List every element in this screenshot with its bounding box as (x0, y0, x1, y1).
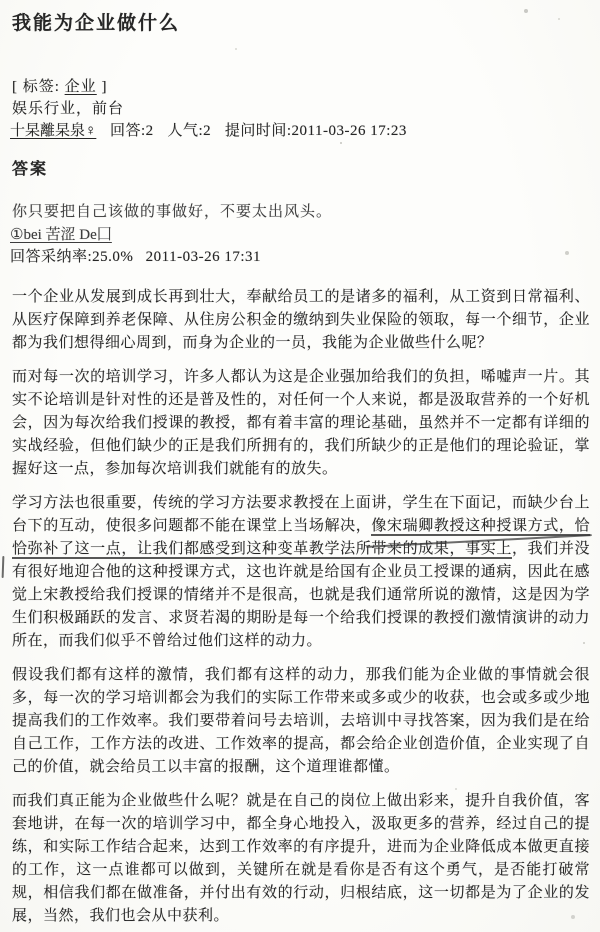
tag-bracket-close: ] (101, 79, 108, 95)
question-title: 我能为企业做什么 (12, 13, 181, 34)
asker-username-link[interactable]: 十杲離杲泉♀ (10, 123, 97, 139)
tag-line (12, 76, 600, 98)
answers-section-heading: 答案 (12, 161, 49, 178)
answer-body (0, 286, 600, 928)
answer-summary: 你只要把自己该做的事做好，不要太出风头。 (12, 204, 333, 220)
answer-paragraph-5: 而我们真正能为企业做些什么呢？就是在自己的岗位上做出彩来，提升自我价值，客套地讲，在每一次的培训学习中，都全身心地投入，汲取更多的营养，经过自己的提练，和实际工作结合起来，达到工作效率的有序提升，进而为企业降低成本做更直接的工作，这一点谁都可以做到，关键所在就是看你是否有这个勇气，是否能打破常规，相信我们都在做准备，并付出有效的行动，归根结底，这一切都是为了企业的发展，当然，我们也会从中获利。 (12, 793, 590, 924)
scan-noise (0, 0, 2, 2)
paragraph3-text-after: ，我们并没有很好地迎合他的这种授课方式，这也许就是给国有企业员工授课的通病，因此在感觉上宋教授给我们授课的情绪并不是很高，也就是我们通常所说的激情，这是因为学生们积极踊跃的发言、求贤若渴的期盼是每一个给我们授课的教授们激情演讲的动力所在，而我们似乎不曾给过他们这样的动力。 (12, 541, 590, 649)
tag-link-enterprise[interactable]: 企业 (64, 79, 97, 95)
answer-paragraph-2: 而对每一次的培训学习，许多人都认为这是企业强加给我们的负担，唏嘘声一片。其实不论培训是针对性的还是普及性的，对任何一个人来说，都是汲取营养的一个好机会，因为每次给我们授课的教授，都有着丰富的理论基础，虽然并不一定都有详细的实战经验，但他们缺少的正是我们所拥有的，我们所缺少的正是他们的理论验证，掌握好这一点，参加每次培训我们就能有的放失。 (12, 369, 590, 477)
asked-time: 提问时间:2011-03-26 17:23 (224, 123, 407, 139)
category-line: 娱乐行业，前台 (12, 101, 125, 117)
answer-block (0, 201, 600, 928)
answerer-username-link[interactable]: ①bei 苦涩 De囗 (10, 227, 112, 243)
answer-time: 2011-03-26 17:31 (145, 249, 262, 265)
answerer-line (10, 224, 600, 246)
paragraph3-pen-underlined-text: 像宋瑞卿教授这种授课方式，恰恰弥补了这一点，让我们都感受到这种变革教学法所带来的成果，事实上 (12, 518, 590, 557)
paragraph3-text-before: 学习方法也很重要，传统的学习方法要求教授在上面讲，学生在下面记，而缺少台上台下的互动，使很多问题都不能在课堂上当场解决， (12, 495, 590, 534)
popularity-count: 人气:2 (167, 123, 212, 139)
answer-count: 回答:2 (110, 123, 154, 139)
answer-meta-line (10, 246, 600, 268)
answer-paragraph-3 (12, 492, 590, 653)
question-meta-row (10, 120, 600, 142)
tag-bracket-open: [ 标签: (12, 79, 60, 95)
accept-rate: 回答采纳率:25.0% (10, 249, 134, 265)
answer-paragraph-1: 一个企业从发展到成长再到壮大，奉献给员工的是诸多的福利，从工资到日常福利、从医疗保障到养老保障、从住房公积金的缴纳到失业保险的领取，每一个细节，企业都为我们想得细心周到，而身为企业的一员，我能为企业做些什么呢？ (12, 289, 590, 351)
answer-paragraph-4: 假设我们都有这样的激情，我们都有这样的动力，那我们能为企业做的事情就会很多，每一次的学习培训都会为我们的实际工作带来或多或少的收获，也会或多或少地提高我们的工作效率。我们要带着问号去培训，去培训中寻找答案，因为我们是在给自己工作，工作方法的改进、工作效率的提高，都会给企业创造价值，企业实现了自己的价值，就会给员工以丰富的报酬，这个道理谁都懂。 (12, 667, 590, 775)
